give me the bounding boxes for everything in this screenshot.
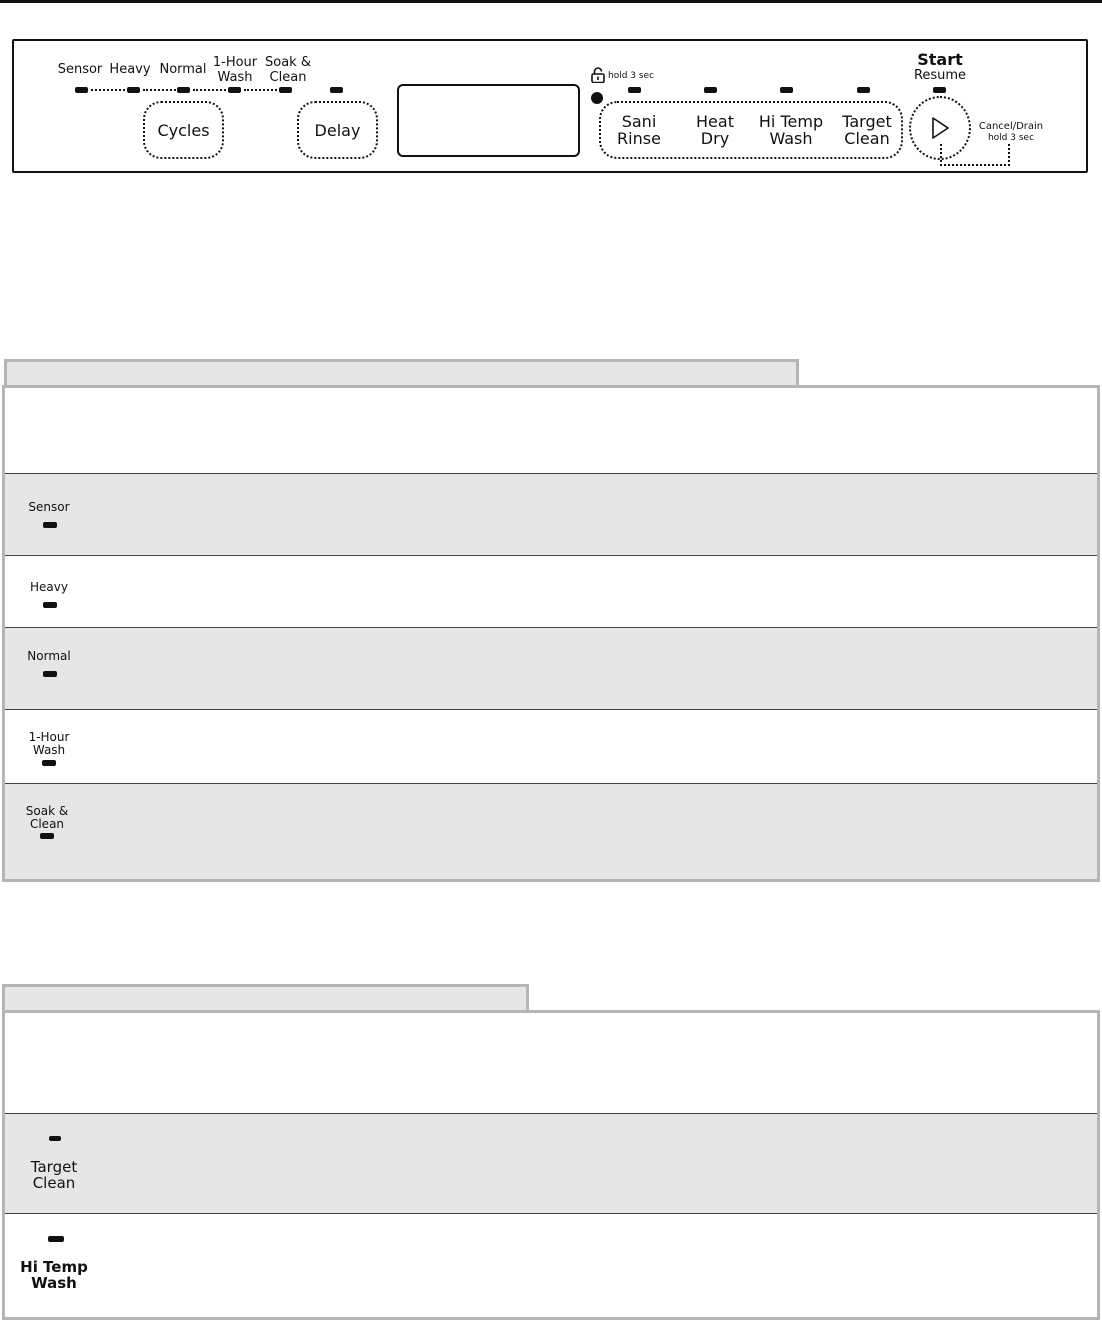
resume-label: Resume bbox=[913, 68, 967, 83]
cycles-table-tab bbox=[4, 359, 799, 385]
cancel-drain-label: Cancel/Drain bbox=[978, 121, 1044, 132]
cycle-connector bbox=[244, 89, 277, 91]
start-label: Start bbox=[917, 50, 963, 69]
options-table-tab bbox=[2, 984, 529, 1010]
row-label-target-clean: Target Clean bbox=[30, 1158, 78, 1192]
cycle-connector bbox=[91, 89, 125, 91]
cancel-drain-connector bbox=[940, 144, 1010, 166]
options-table bbox=[2, 1010, 1100, 1320]
cycles-button[interactable]: Cycles bbox=[143, 101, 224, 159]
option-led-heat-dry bbox=[704, 87, 717, 93]
table-row bbox=[5, 627, 1097, 709]
row-led bbox=[42, 760, 56, 766]
delay-led bbox=[330, 87, 343, 93]
table-row bbox=[5, 1213, 1097, 1323]
row-label-soak-clean: Soak & Clean bbox=[25, 804, 69, 831]
target-clean-button[interactable]: Target Clean bbox=[842, 112, 892, 148]
control-panel bbox=[12, 39, 1088, 173]
cycle-led-normal bbox=[177, 87, 190, 93]
cycle-led-soak-clean bbox=[279, 87, 292, 93]
option-led-target-clean bbox=[857, 87, 870, 93]
cycle-led-sensor bbox=[75, 87, 88, 93]
cycle-label-sensor: Sensor bbox=[57, 62, 103, 77]
sani-rinse-button[interactable]: Sani Rinse bbox=[617, 112, 661, 148]
row-led bbox=[49, 1136, 61, 1141]
row-label-hi-temp-wash: Hi Temp Wash bbox=[20, 1258, 88, 1292]
option-led-sani-rinse bbox=[628, 87, 641, 93]
top-rule bbox=[0, 0, 1102, 3]
row-label-1-hour-wash: 1-Hour Wash bbox=[28, 730, 70, 757]
cycle-label-soak-clean: Soak & Clean bbox=[265, 55, 311, 85]
hi-temp-wash-button[interactable]: Hi Temp Wash bbox=[758, 112, 824, 148]
delay-button[interactable]: Delay bbox=[297, 101, 378, 159]
row-label-normal: Normal bbox=[27, 649, 71, 663]
row-label-heavy: Heavy bbox=[30, 580, 68, 594]
option-led-hi-temp-wash bbox=[780, 87, 793, 93]
cycle-label-1-hour-wash: 1-Hour Wash bbox=[212, 55, 258, 85]
play-icon bbox=[930, 116, 950, 140]
cycle-connector bbox=[193, 89, 226, 91]
lock-hint: hold 3 sec bbox=[608, 71, 655, 81]
table-row bbox=[5, 555, 1097, 627]
lock-icon bbox=[591, 67, 605, 83]
row-led bbox=[40, 833, 54, 839]
table-row bbox=[5, 709, 1097, 783]
row-label-sensor: Sensor bbox=[28, 500, 70, 514]
cancel-drain-hint: hold 3 sec bbox=[987, 133, 1035, 143]
row-led bbox=[43, 522, 57, 528]
cycle-led-1-hour-wash bbox=[228, 87, 241, 93]
table-row bbox=[5, 783, 1097, 879]
heat-dry-button[interactable]: Heat Dry bbox=[696, 112, 734, 148]
row-led bbox=[48, 1236, 64, 1242]
cycle-connector bbox=[143, 89, 176, 91]
table-row bbox=[5, 1113, 1097, 1213]
row-led bbox=[43, 671, 57, 677]
cycle-label-normal: Normal bbox=[159, 62, 207, 77]
options-group bbox=[599, 101, 903, 159]
cycle-led-heavy bbox=[127, 87, 140, 93]
display-window bbox=[397, 84, 580, 157]
cycles-table bbox=[2, 385, 1100, 882]
table-header-row bbox=[5, 388, 1097, 473]
cycle-label-heavy: Heavy bbox=[109, 62, 151, 77]
table-row bbox=[5, 473, 1097, 555]
row-led bbox=[43, 602, 57, 608]
start-led bbox=[933, 87, 946, 93]
table-header-row bbox=[5, 1013, 1097, 1113]
